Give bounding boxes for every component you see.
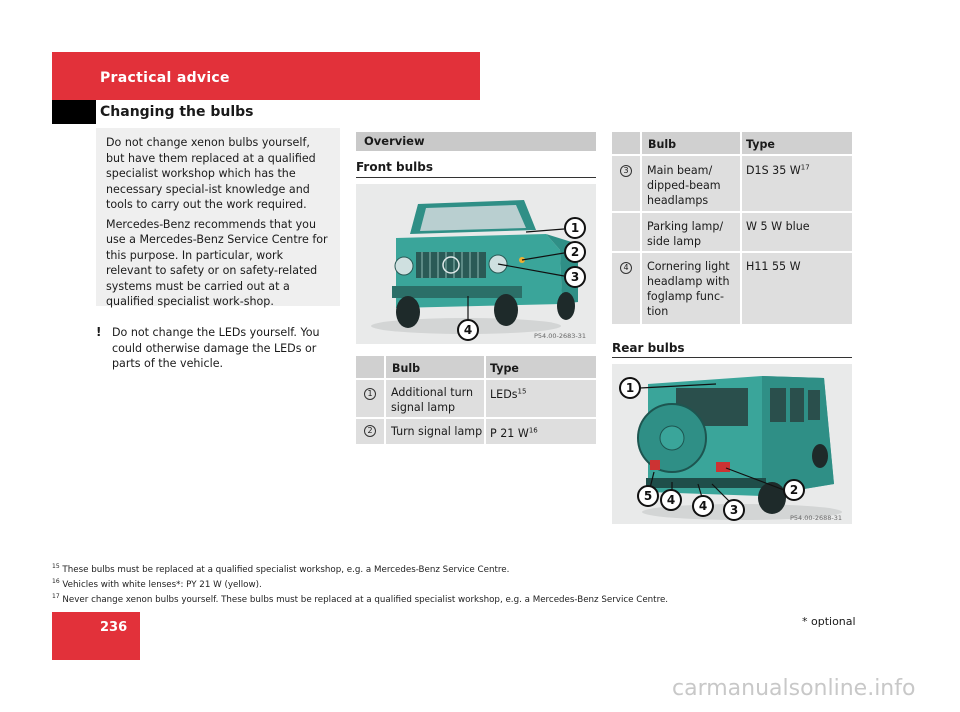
xenon-info-box bbox=[96, 128, 340, 306]
table-cell-bulb: Parking lamp/ side lamp bbox=[647, 220, 724, 248]
footnote-ref: 15 bbox=[517, 387, 527, 396]
info-paragraph-2: Mercedes-Benz recommends that you use a Mercedes-Benz Service Centre for this purpose. In particular, work relevant to safety or on safety-related systems must be carried out at a qualified specialist work-shop. bbox=[106, 217, 328, 308]
footnote-number: 15 bbox=[52, 563, 60, 571]
row-divider bbox=[356, 378, 596, 380]
front-bulbs-photo bbox=[356, 184, 596, 344]
warning-note bbox=[96, 325, 346, 372]
footnote-16 bbox=[52, 580, 262, 590]
rear-callout-4b: 4 bbox=[666, 493, 676, 507]
type-value: LEDs bbox=[490, 388, 518, 401]
page-title: Changing the bulbs bbox=[100, 104, 254, 120]
overview-heading: Overview bbox=[356, 132, 596, 151]
rear-bulbs-heading: Rear bulbs bbox=[612, 341, 685, 355]
table-cell-type: W 5 W blue bbox=[746, 220, 810, 233]
column-divider bbox=[384, 356, 386, 444]
row-number-badge: 3 bbox=[620, 165, 632, 177]
warning-icon: ! bbox=[96, 325, 102, 339]
row-number-badge: 4 bbox=[620, 262, 632, 274]
row-divider bbox=[612, 211, 852, 213]
rear-heading-rule bbox=[612, 357, 852, 358]
rear-callout-3: 3 bbox=[729, 503, 739, 517]
front-header-type: Type bbox=[490, 362, 519, 375]
front-photo-code: P54.00-2683-31 bbox=[534, 332, 587, 340]
rear-callout-5: 5 bbox=[643, 489, 653, 503]
table-cell-type bbox=[490, 387, 526, 402]
subsection-marker bbox=[52, 100, 96, 124]
page-number: 236 bbox=[100, 620, 128, 635]
rear-callout-1: 1 bbox=[625, 381, 635, 395]
front-callout-2: 2 bbox=[570, 245, 580, 259]
table-cell-bulb: Additional turn signal lamp bbox=[391, 386, 473, 414]
front-bulbs-table bbox=[356, 356, 596, 444]
row-number-badge: 2 bbox=[364, 425, 376, 437]
right-header-type: Type bbox=[746, 138, 775, 151]
type-value: P 21 W bbox=[490, 427, 529, 440]
rear-photo-code: P54.00-2688-31 bbox=[790, 514, 843, 522]
table-cell-type bbox=[746, 163, 810, 178]
footnote-ref: 17 bbox=[800, 163, 810, 172]
optional-legend: * optional bbox=[802, 615, 856, 628]
info-paragraph-1: Do not change xenon bulbs yourself, but have them replaced at a qualified specialist workshop which has the necessary special-ist knowledge and tools to carry out the work required. bbox=[106, 136, 316, 211]
row-divider bbox=[612, 251, 852, 253]
footnote-text: These bulbs must be replaced at a qualified specialist workshop, e.g. a Mercedes-Benz Service Centre. bbox=[62, 565, 510, 575]
type-value: D1S 35 W bbox=[746, 164, 801, 177]
front-callout-1: 1 bbox=[570, 221, 580, 235]
table-cell-bulb: Main beam/ dipped-beam headlamps bbox=[647, 164, 721, 207]
right-header-bulb: Bulb bbox=[648, 138, 677, 151]
row-divider bbox=[612, 154, 852, 156]
front-header-bulb: Bulb bbox=[392, 362, 421, 375]
front-callout-3: 3 bbox=[570, 270, 580, 284]
footnote-ref: 16 bbox=[528, 426, 538, 435]
footnote-17 bbox=[52, 595, 668, 605]
footnote-number: 17 bbox=[52, 593, 60, 601]
column-divider bbox=[640, 132, 642, 324]
front-heading-rule bbox=[356, 177, 596, 178]
table-cell-bulb: Cornering light headlamp with foglamp func-tion bbox=[647, 260, 730, 318]
table-cell-bulb: Turn signal lamp bbox=[391, 425, 483, 438]
section-title: Practical advice bbox=[100, 70, 230, 86]
table-cell-type bbox=[490, 426, 538, 441]
rear-bulbs-photo bbox=[612, 364, 852, 524]
rear-callout-2: 2 bbox=[789, 483, 799, 497]
warning-text: Do not change the LEDs yourself. You could otherwise damage the LEDs or parts of the vehicle. bbox=[112, 326, 320, 370]
row-number-badge: 1 bbox=[364, 388, 376, 400]
front-callout-4: 4 bbox=[463, 323, 473, 337]
rear-callout-4a: 4 bbox=[698, 499, 708, 513]
footnote-15 bbox=[52, 565, 509, 575]
row-divider bbox=[356, 417, 596, 419]
footnote-number: 16 bbox=[52, 578, 60, 586]
footnote-text: Vehicles with white lenses*: PY 21 W (yellow). bbox=[62, 580, 262, 590]
front-bulbs-heading: Front bulbs bbox=[356, 160, 434, 174]
table-cell-type: H11 55 W bbox=[746, 260, 801, 273]
footnote-text: Never change xenon bulbs yourself. These bulbs must be replaced at a qualified specialist workshop, e.g. a Mercedes-Benz Service Centre. bbox=[62, 595, 669, 605]
watermark: carmanualsonline.info bbox=[672, 676, 916, 701]
headlamp-bulbs-table bbox=[612, 132, 852, 324]
column-divider bbox=[740, 132, 742, 324]
